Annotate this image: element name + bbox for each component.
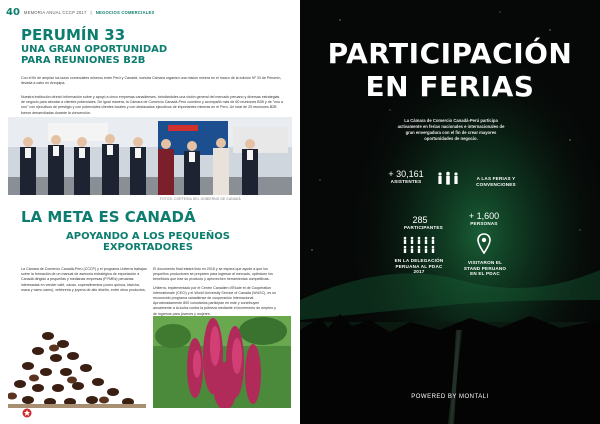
people-group-icon: [436, 171, 460, 185]
people-grid-icon: [400, 236, 440, 254]
amaranth-photo: [153, 316, 291, 408]
stat-participants-number: 285: [412, 215, 428, 225]
article2-subtitle: [28, 232, 268, 253]
article1-title: PERUMÍN 33: [21, 26, 126, 44]
magazine-name: MEMORIA ANUAL CCCP 2017: [23, 9, 87, 15]
powered-by-credit: POWERED BY MONTALI: [411, 394, 489, 400]
header-separator: |: [90, 9, 92, 15]
participation-title-line2: EN FERIAS: [365, 70, 535, 103]
photo-caption: FOTOS: CORTESÍA DEL GOBIERNO DE CANADÁ: [160, 197, 241, 201]
page-header: [6, 6, 154, 18]
participation-title-line1: PARTICIPACIÓN: [327, 37, 573, 70]
stat-participants: [404, 215, 443, 231]
stat-people-label: PERSONAS: [470, 221, 498, 226]
page-number: 40: [6, 6, 20, 18]
section-name: NEGOCIOS COMERCIALES: [95, 9, 155, 15]
article1-subtitle-line1: UNA GRAN OPORTUNIDAD: [21, 44, 168, 55]
article2-column-2-paragraph-2: Uniterra, implementado por el Centre Canadien d'Étude et de Coopération Internationale (CECI) y el World University Service of Canada (WUSC), es un reconocido programa canadiense de cooperación internacional. Aproximadamente 800 voluntarios participan en este y contribuyen anualmente a la lucha contra la pobreza mediante el incremento de empleo y de ingresos para jóvenes y mujeres.: [153, 285, 277, 316]
stat-delegation: [390, 258, 448, 275]
stat-stand: [462, 260, 508, 277]
stat-participants-label: PARTICIPANTES: [404, 225, 443, 230]
article2-subtitle-line2: EXPORTADORES: [103, 241, 193, 253]
stat-attendees-label: ASISTENTES: [390, 179, 422, 184]
stat-attendees-number: + 30,161: [388, 169, 424, 179]
stat-delegation-label: EN LA DELEGACIÓN PERUANA AL PDAC 2017: [394, 258, 444, 274]
article2-column-2: [153, 267, 279, 320]
article1-paragraph-1: Con el fin de ampliar los lazos comerciales mineros entre Perú y Canadá, nuestra Cámara organizó una misión minera en el marco de la edición Nº 33 de Perumín, llevada a cabo en Arequipa.: [21, 76, 282, 86]
stat-fairs: [468, 176, 524, 187]
participation-intro: La Cámara de Comercio Canadá-Perú participa activamente en ferias nacionales e internacionales de gran envergadura con el fin de crear mayores oportunidades de negocio.: [397, 118, 505, 141]
right-page: [300, 0, 600, 424]
article2-subtitle-line1: APOYANDO A LOS PEQUEÑOS: [66, 231, 230, 242]
article1-subtitle: [21, 45, 281, 66]
stat-attendees: [386, 170, 426, 185]
article1-subtitle-line2: PARA REUNIONES B2B: [21, 54, 146, 66]
article2-column-1: La Cámara de Comercio Canadá-Perú (CCCP) y el programa Uniterra trabajan sobre la formación de un manual de asesoría estratégica de exportación a Canadá dirigido a pequeñas y medianas empresas (PYMEs) peruanas interesadas en vender café, cacao, superalimentos (como quinua, kiwicha, maca y camu camu), orfebrería y joyería de alto diseño, entre otros productos.: [21, 267, 147, 292]
chamber-logo-icon: [22, 408, 32, 418]
stat-fairs-label: A LAS FERIAS Y CONVENCIONES: [476, 176, 516, 187]
stat-people: [466, 212, 502, 227]
article2-title: LA META ES CANADÁ: [21, 208, 196, 226]
stat-stand-label: VISITARON EL STAND PERUANO EN EL PDAC: [463, 260, 507, 276]
article2-column-2-paragraph-1: El documento final estará listo en 2018 y se espera que ayude a que los pequeños productores se preparen para ingresar al mercado, optimicen los beneficios que trae su producto y aprovechen herramientas competitivas.: [153, 267, 273, 282]
stat-people-number: + 1,600: [468, 211, 500, 221]
article1-paragraph-2: Nuestra institución ofreció información sobre y apoyó a cinco empresas canadienses, brindándoles una visión general del mercado peruano y diversas estrategias de negocio para abordar a clientes potenciales. De igual manera, la Cámara de Comercio Canadá-Perú coordinó y acompañó más de 60 reuniones B2B y de "uno a uno" con ejecutivos de prestigio y con potenciales clientes locales y con destacados ejecutivos de importantes mineras en el Perú. Un total de 29 reuniones B2B fueron desarrolladas durante la convención.: [21, 95, 283, 115]
perumin-group-photo: [8, 117, 292, 195]
coffee-beans-photo: [8, 296, 146, 408]
location-pin-icon: [477, 233, 491, 255]
